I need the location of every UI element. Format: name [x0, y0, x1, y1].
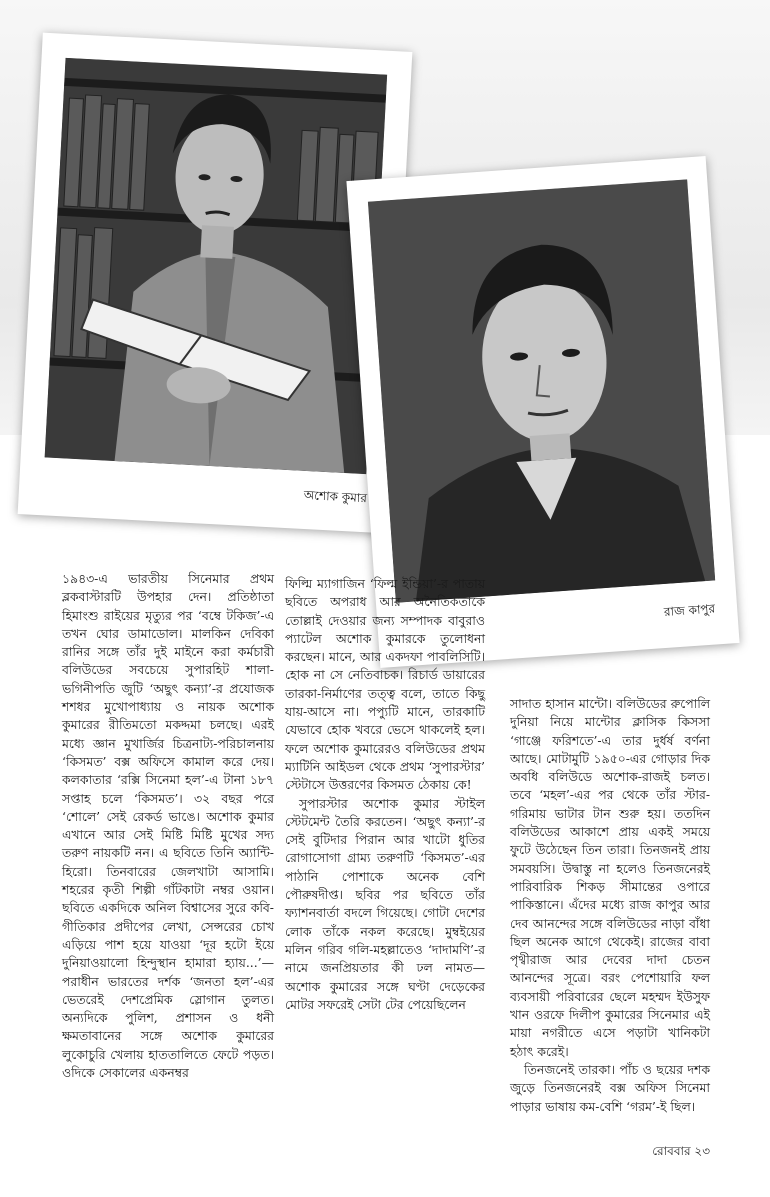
ashok-kumar-portrait: [45, 58, 387, 474]
article-paragraph: তিনজনেই তারকা। পাঁচ ও ছয়ের দশক জুড়ে তিনজনেরই বক্স অফিস সিনেমা পাড়ার ভাষায় কম-বেশি ‘গরম’-ই ছিল।: [510, 1061, 710, 1114]
raj-kapoor-portrait: [368, 179, 715, 602]
article-column-3: [510, 695, 710, 1116]
article-paragraph: সুপারস্টার অশোক কুমার স্টাইল স্টেটমেন্ট তৈরি করতেন। ‘অছুৎ কন্যা’-র সেই বুটিদার পিরান আর খাটো ধুতির রোগাসোগা গ্রাম্য তরুণটি ‘কিসমত’-এর পাঠানি পোশাকে অনেক বেশি পৌরুষদীপ্ত। ছবির পর ছবিতে তাঁর ফ্যাশনবার্তা বদলে গিয়েছে। গোটা দেশের লোক তাঁকে নকল করেছে। মুম্বইয়ের মলিন গরিব গলি-মহল্লাতেও ‘দাদামণি’-র নামে জনপ্রিয়তার কী ঢল নামত— অশোক কুমারের সঙ্গে ঘণ্টা দেড়েকের মোটর সফরেই সেটা টের পেয়েছিলেন: [285, 795, 485, 1012]
article-paragraph: ফিল্মি ম্যাগাজিন ‘ফিল্ম ইন্ডিয়া’-র পাতায় ছবিতে অপরাধ আর অনৈতিকতাকে তোল্লাই দেওয়ার জন্য সম্পাদক বাবুরাও প্যাটেল অশোক কুমারকে তুলোধনা করছেন। মানে, আর একদফা পাবলিসিটি। হোক না সে নেতিবাচক। রিচার্ড ডায়ারের তারকা-নির্মাণের তত্ত্ব বলে, তাতে কিছু যায়-আসে না। পপ্যুটি মানে, তারকাটি যেভাবে হোক খবরে ভেসে থাকলেই হল। ফলে অশোক কুমারেরও বলিউডের প্রথম ম্যাটিনি আইডল থেকে প্রথম ‘সুপারস্টার’ স্টেটাসে উত্তরণের কিসমত ঠেকায় কে!: [285, 576, 485, 793]
article-column-1: [62, 570, 274, 1082]
photo-ashok-kumar: [45, 58, 387, 474]
photo-caption: অশোক কুমার: [303, 487, 368, 506]
page-folio: রোববার ২৩: [652, 1144, 710, 1158]
article-column-2: [285, 575, 485, 1014]
article-paragraph: ১৯৪৩-এ ভারতীয় সিনেমার প্রথম ব্লকবাস্টারটি উপহার দেন। প্রতিষ্ঠাতা হিমাংশু রাইয়ের মৃত্যুর পর ‘বম্বে টকিজ’-এ তখন ঘোর ডামাডোল। মালকিন দেবিকা রানির সঙ্গে তাঁর দুই মাইনে করা কর্মচারী বলিউডের সবচেয়ে সুপারহিট শালা-ভগিনীপতি জুটি ‘অছুৎ কন্যা’-র প্রযোজক শশধর মুখোপাধ্যায় ও নায়ক অশোক কুমারের রীতিমতো মকদ্দমা চলছে। এরই মধ্যে জ্ঞান মুখার্জির চিত্রনাট্য-পরিচালনায় ‘কিসমত’ বক্স অফিসে কামাল করে দেয়। কলকাতার ‘রক্সি সিনেমা হল’-এ টানা ১৮৭ সপ্তাহ চলে ‘কিসমত’। ৩২ বছর পরে ‘শোলে’ সেই রেকর্ড ভাঙে। অশোক কুমার এখানে আর সেই মিষ্টি মিষ্টি মুখের সদ্য তরুণ নায়কটি নন। এ ছবিতে তিনি অ্যান্টি-হিরো। তিনবারের জেলখাটা আসামি। শহরের কৃতী শিল্পী গাঁটকাটা নম্বর ওয়ান। ছবিতে একদিকে অনিল বিশ্বাসের সুরে কবি-গীতিকার প্রদীপের লেখা, সেন্সরের চোখ এড়িয়ে পাশ হয়ে যাওয়া ‘দূর হটো ইয়ে দুনিয়াওয়ালো হিন্দুস্থান হামারা হ্যায়...’— পরাধীন ভারতের দর্শক ‘জনতা হল’-এর ভেতরেই দেশপ্রেমিক স্লোগান তুলত। অন্যদিকে পুলিশ, প্রশাসন ও ধনী ক্ষমতাবানের সঙ্গে অশোক কুমারের লুকোচুরি খেলায় হাততালিতে ফেটে পড়ত। ওদিকে সেকালের একনম্বর: [62, 571, 274, 1081]
photo-caption: রাজ কাপুর: [663, 601, 716, 620]
photo-raj-kapoor: [368, 179, 715, 602]
article-paragraph: সাদাত হাসান মান্টো। বলিউডের রুপোলি দুনিয়া নিয়ে মান্টোর ক্লাসিক কিসসা ‘গাঞ্জে ফরিশতে’-এ তার দুর্ধর্ষ বর্ণনা আছে। মোটামুটি ১৯৫০-এর গোড়ার দিক অবধি বলিউডে অশোক-রাজই চলত। তবে ‘মহল’-এর পর থেকে তাঁর স্টার-গরিমায় ভাটার টান শুরু হয়। ততদিন বলিউডের আকাশে প্রায় একই সময়ে ফুটে উঠেছেন তিন তারা। তিনজনই প্রায় সমবয়সি। উদ্বাস্তু না হলেও তিনজনেরই পারিবারিক শিকড় সীমান্তের ওপারে পাকিস্তানে। এঁদের মধ্যে রাজ কাপুর আর দেব আনন্দের সঙ্গে বলিউডের নাড়া বাঁধা ছিল অনেক আগে থেকেই। রাজের বাবা পৃথ্বীরাজ আর দেবের দাদা চেতন আনন্দের সূত্রে। বরং পেশোয়ারি ফল ব্যবসায়ী পরিবারের ছেলে মহম্মদ ইউসুফ খান ওরফে দিলীপ কুমারের সিনেমার এই মায়া নগরীতে এসে পড়াটা খানিকটা হঠাৎ করেই।: [510, 696, 710, 1059]
